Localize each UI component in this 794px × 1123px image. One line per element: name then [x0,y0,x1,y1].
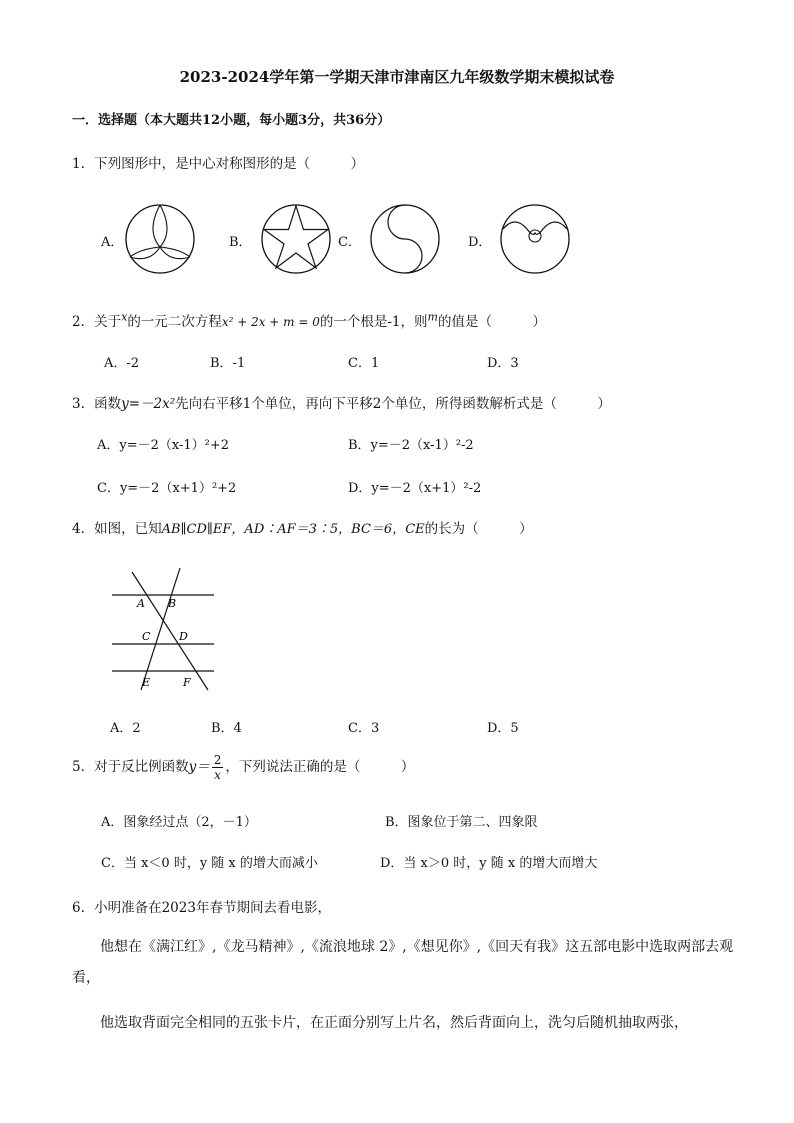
q2-var-x: x [121,310,128,324]
q5-option-d: D．当 x＞0 时，y 随 x 的增大而增大 [380,856,598,871]
q4-stem [72,517,533,537]
q5-option-a: A．图象经过点（2，－1） [101,815,257,830]
q5-stem-a: 5．对于反比例函数 [72,759,189,775]
q4-option-b: B．4 [211,721,242,736]
q5-y-equals: y＝ [188,759,210,775]
q5-option-b: B．图象位于第二、四象限 [385,815,538,830]
q2-option-a: A．-2 [104,356,140,371]
q4-point-f: F [183,676,191,689]
q6-line-3: 看， [72,970,100,986]
q2-option-c: C．1 [348,356,380,371]
q4-option-d: D．5 [487,721,519,736]
q5-denominator: x [214,768,221,782]
q5-option-c: C．当 x＜0 时，y 随 x 的增大而减小 [101,856,318,871]
q2-equation: x² + 2x + m = 0 [221,315,320,329]
q3-option-b: B．y=－2（x-1）²-2 [348,438,474,453]
q2-option-d: D．3 [487,356,519,371]
page-title: 2023-2024学年第一学期天津市津南区九年级数学期末模拟试卷 [179,68,615,86]
q3-stem-a: 3．函数 [72,396,122,412]
q4-point-c: C [142,630,151,643]
q1-figure-d [499,203,571,275]
q5-numerator: 2 [213,753,222,767]
q2-stem-d: 的值是（ ） [437,314,546,330]
q4-point-e: E [142,676,151,689]
q1-figure-a [124,203,196,275]
q5-fraction [212,753,224,782]
q2-option-b: B．-1 [210,356,246,371]
q5-stem-b: ，下列说法正确的是（ ） [225,759,415,775]
q4-figure [110,565,220,695]
q6-line-1: 6．小明准备在2023年春节期间去看电影， [72,900,331,916]
q2-stem [72,310,546,330]
q1-label-c: C． [338,235,361,250]
q4-stem-a: 4．如图，已知 [72,521,162,537]
q1-label-b: B． [229,235,252,250]
q2-stem-c: 的一个根是-1，则 [319,314,428,330]
q4-point-d: D [179,630,188,643]
q6-line-2: 他想在《满江红》,《龙马精神》,《流浪地球 2》,《想见你》,《回天有我》这五部电影中选取两部去观 [100,939,734,955]
q4-point-b: B [168,597,177,610]
q2-stem-b: 的一元二次方程 [127,314,222,330]
q1-label-a: A． [101,235,124,250]
q1-figure-c [369,203,441,275]
q5-stem [72,753,414,782]
q3-option-c: C．y=－2（x+1）²+2 [97,481,237,496]
q4-option-a: A．2 [110,721,141,736]
section-heading: 一．选择题（本大题共12小题，每小题3分，共36分） [72,113,391,128]
q4-point-a: A [137,597,145,610]
q2-var-m: m [427,310,438,324]
q3-stem-b: 先向右平移1个单位，再向下平移2个单位，所得函数解析式是（ ） [175,396,611,412]
q3-option-d: D．y=－2（x+1）²-2 [348,481,482,496]
q3-option-a: A．y=－2（x-1）²+2 [97,438,230,453]
q1-stem: 1．下列图形中，是中心对称图形的是（ ） [72,156,365,172]
q1-figure-b [260,203,332,275]
q6-line-4: 他选取背面完全相同的五张卡片，在正面分别写上片名，然后背面向上，洗匀后随机抽取两张， [100,1015,688,1031]
q4-stem-b: 的长为（ ） [424,521,533,537]
q4-option-c: C．3 [348,721,380,736]
q3-function: y=－2x² [121,396,176,412]
q3-stem [72,392,611,412]
q4-condition: AB∥CD∥EF，AD∶AF＝3∶5，BC＝6，CE [161,522,425,537]
q2-stem-a: 2．关于 [72,314,122,330]
q1-label-d: D． [468,235,492,250]
